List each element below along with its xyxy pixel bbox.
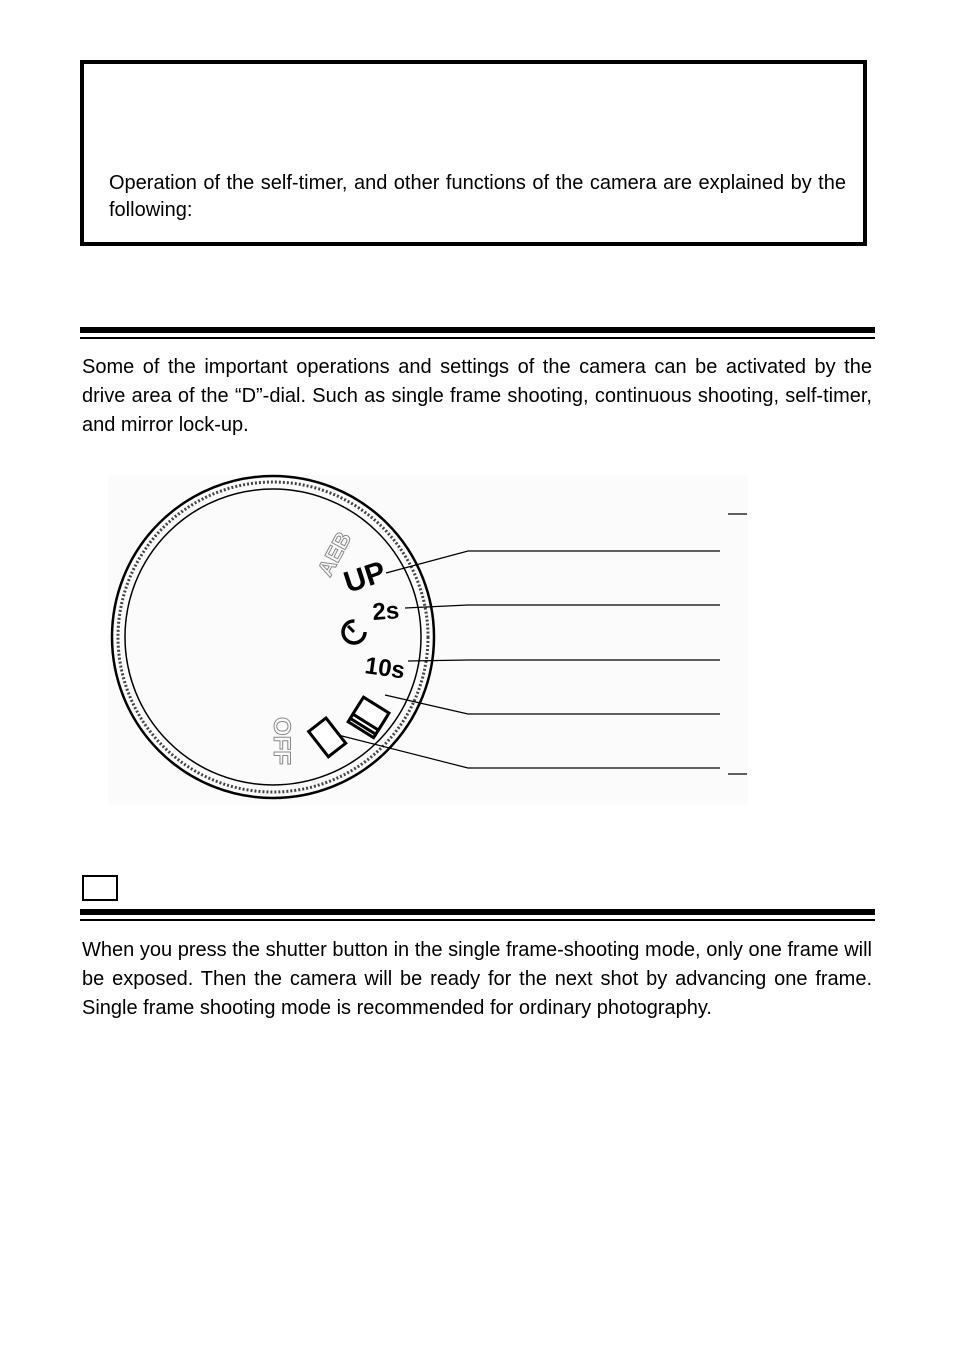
intro-text: Operation of the self-timer, and other functions of the camera are explained by the following: <box>109 172 846 221</box>
dial-mark-faded: AEB <box>312 527 357 581</box>
single-frame-paragraph: When you press the shutter button in the single frame-shooting mode, only one frame will be exposed. Then the camera will be ready for the next shot by advancing one frame. Single frame shooting mode is recommended for ordinary photography. <box>82 939 872 1019</box>
section-rule-thin <box>80 337 875 339</box>
drive-paragraph: Some of the important operations and settings of the camera can be activated by the drive area of the “D”-dial. Such as single frame shooting, continuous shooting, self-timer, and mirror lock-up. <box>82 356 872 436</box>
dial-mark-10s: 10s <box>363 652 407 685</box>
section-rule-thick <box>80 327 875 333</box>
dial-mark-2s: 2s <box>371 597 401 626</box>
section-rule-thin-2 <box>80 919 875 921</box>
section-rule-thick-2 <box>80 909 875 915</box>
dial-mark-off: OFF <box>268 717 295 765</box>
diagram-background <box>108 475 748 805</box>
single-frame-icon <box>82 875 118 901</box>
dial-mark-up: UP <box>339 555 390 600</box>
d-dial-diagram <box>108 470 758 810</box>
